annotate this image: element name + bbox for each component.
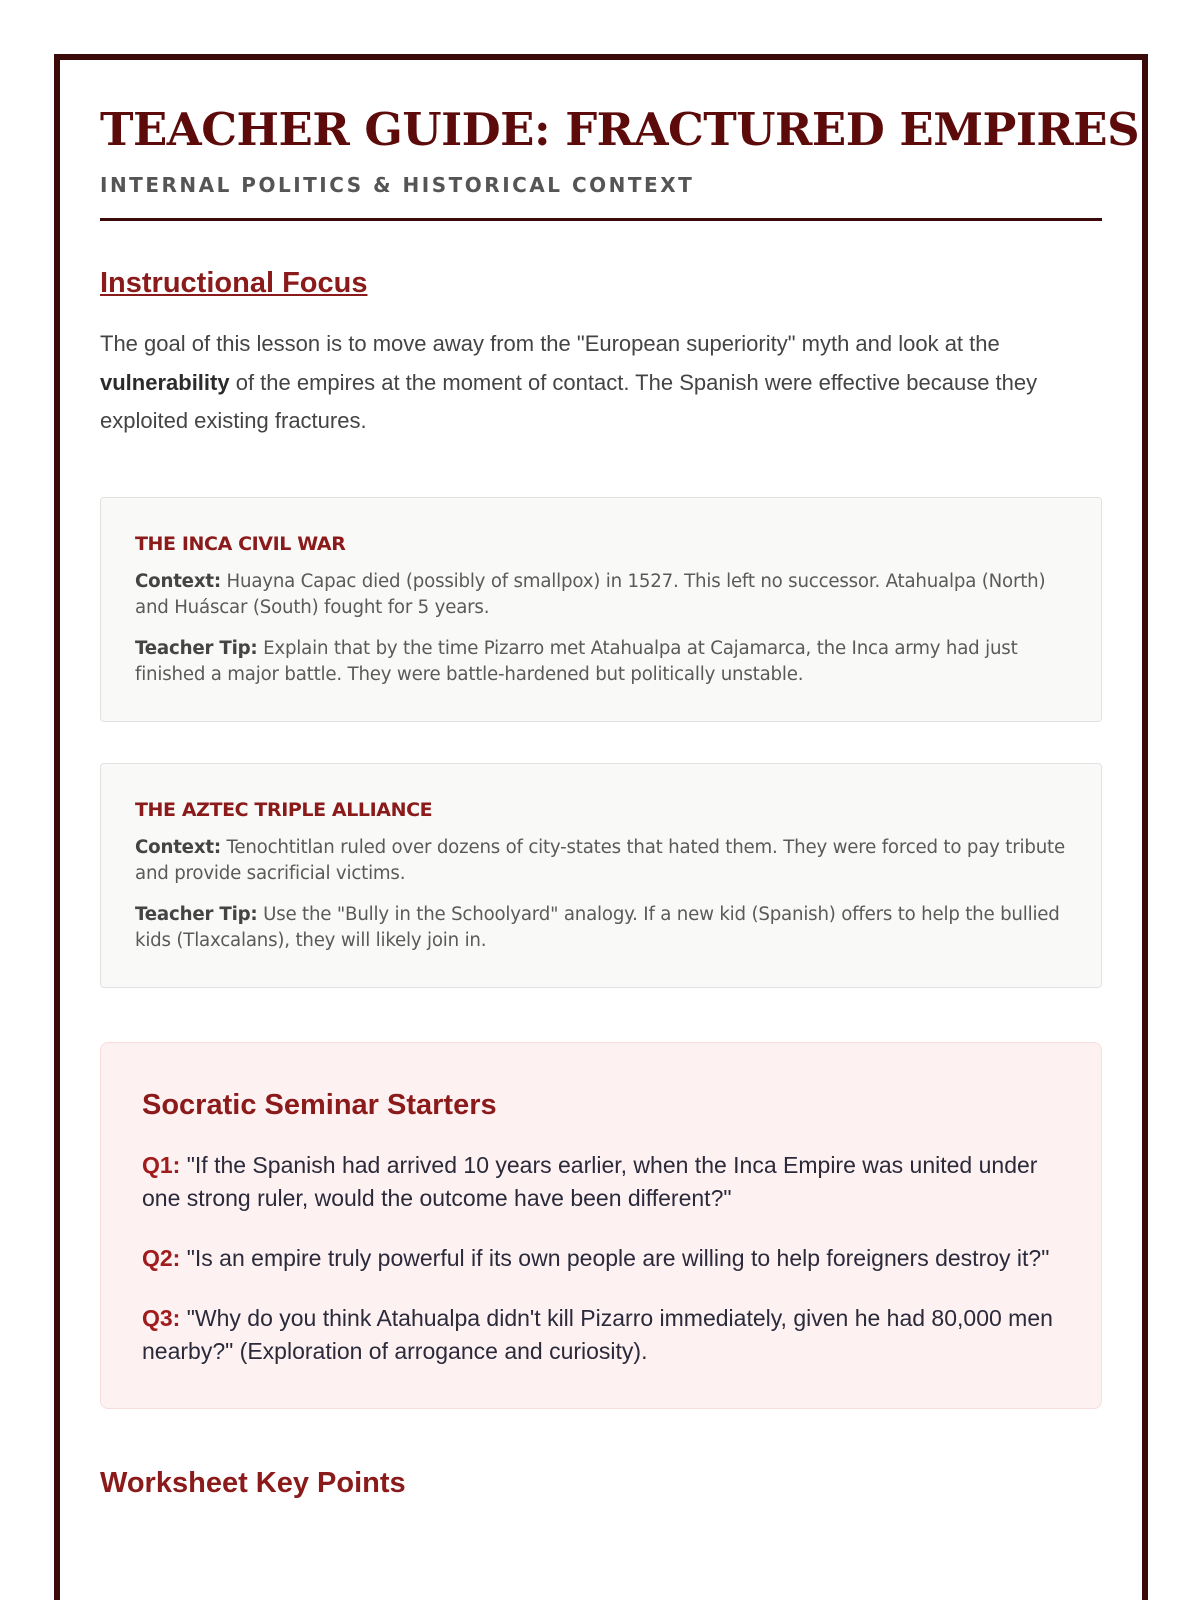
- seminar-question-1: [142, 1149, 1059, 1215]
- card-teacher-tip: [135, 902, 1067, 955]
- context-text: Tenochtitlan ruled over dozens of city-states that hated them. They were forced to pay tribute and provide sacrificial victims.: [135, 836, 1065, 884]
- document-frame: [54, 54, 1148, 1600]
- instructional-focus-paragraph: [100, 325, 1100, 441]
- focus-text-before: The goal of this lesson is to move away from the "European superiority" myth and look at the: [100, 331, 1000, 356]
- question-text: "Is an empire truly powerful if its own people are willing to help foreigners destroy it?": [186, 1244, 1050, 1271]
- card-title: THE AZTEC TRIPLE ALLIANCE: [135, 798, 433, 821]
- question-label: Q2:: [142, 1244, 181, 1271]
- question-text: "Why do you think Atahualpa didn't kill Pizarro immediately, given he had 80,000 men nearby?" (Exploration of arrogance and curiosity).: [142, 1304, 1053, 1364]
- context-text: Huayna Capac died (possibly of smallpox) in 1527. This left no successor. Atahualpa (North) and Huáscar (South) fought for 5 years.: [135, 570, 1046, 618]
- instructional-focus-heading: Instructional Focus: [100, 267, 368, 299]
- aztec-triple-alliance-card: [100, 763, 1102, 988]
- focus-text-after: of the empires at the moment of contact. The Spanish were effective because they exploited existing fractures.: [100, 369, 1038, 433]
- question-label: Q3:: [142, 1304, 181, 1331]
- teacher-tip-label: Teacher Tip:: [135, 903, 258, 925]
- page-title: TEACHER GUIDE: FRACTURED EMPIRES: [100, 103, 1140, 156]
- inca-civil-war-card: [100, 497, 1102, 722]
- teacher-tip-text: Explain that by the time Pizarro met Atahualpa at Cajamarca, the Inca army had just finished a major battle. They were battle-hardened but politically unstable.: [135, 637, 1018, 685]
- socratic-seminar-box: [100, 1042, 1102, 1409]
- page-subtitle: INTERNAL POLITICS & HISTORICAL CONTEXT: [100, 173, 695, 197]
- card-title: THE INCA CIVIL WAR: [135, 532, 346, 555]
- question-label: Q1:: [142, 1151, 181, 1178]
- question-text: "If the Spanish had arrived 10 years earlier, when the Inca Empire was united under one strong ruler, would the outcome have been different?": [142, 1151, 1038, 1211]
- seminar-question-3: [142, 1302, 1059, 1368]
- seminar-heading: Socratic Seminar Starters: [142, 1088, 497, 1121]
- worksheet-key-points-heading: Worksheet Key Points: [100, 1466, 406, 1499]
- focus-text-bold: vulnerability: [100, 369, 230, 395]
- teacher-tip-text: Use the "Bully in the Schoolyard" analogy. If a new kid (Spanish) offers to help the bullied kids (Tlaxcalans), they will likely join in.: [135, 903, 1060, 951]
- title-divider: [100, 218, 1102, 221]
- card-context: [135, 569, 1067, 622]
- seminar-question-2: [142, 1242, 1059, 1275]
- document-content: [100, 100, 1140, 1503]
- card-teacher-tip: [135, 636, 1067, 689]
- context-label: Context:: [135, 570, 221, 592]
- teacher-tip-label: Teacher Tip:: [135, 637, 258, 659]
- card-context: [135, 835, 1067, 888]
- context-label: Context:: [135, 836, 221, 858]
